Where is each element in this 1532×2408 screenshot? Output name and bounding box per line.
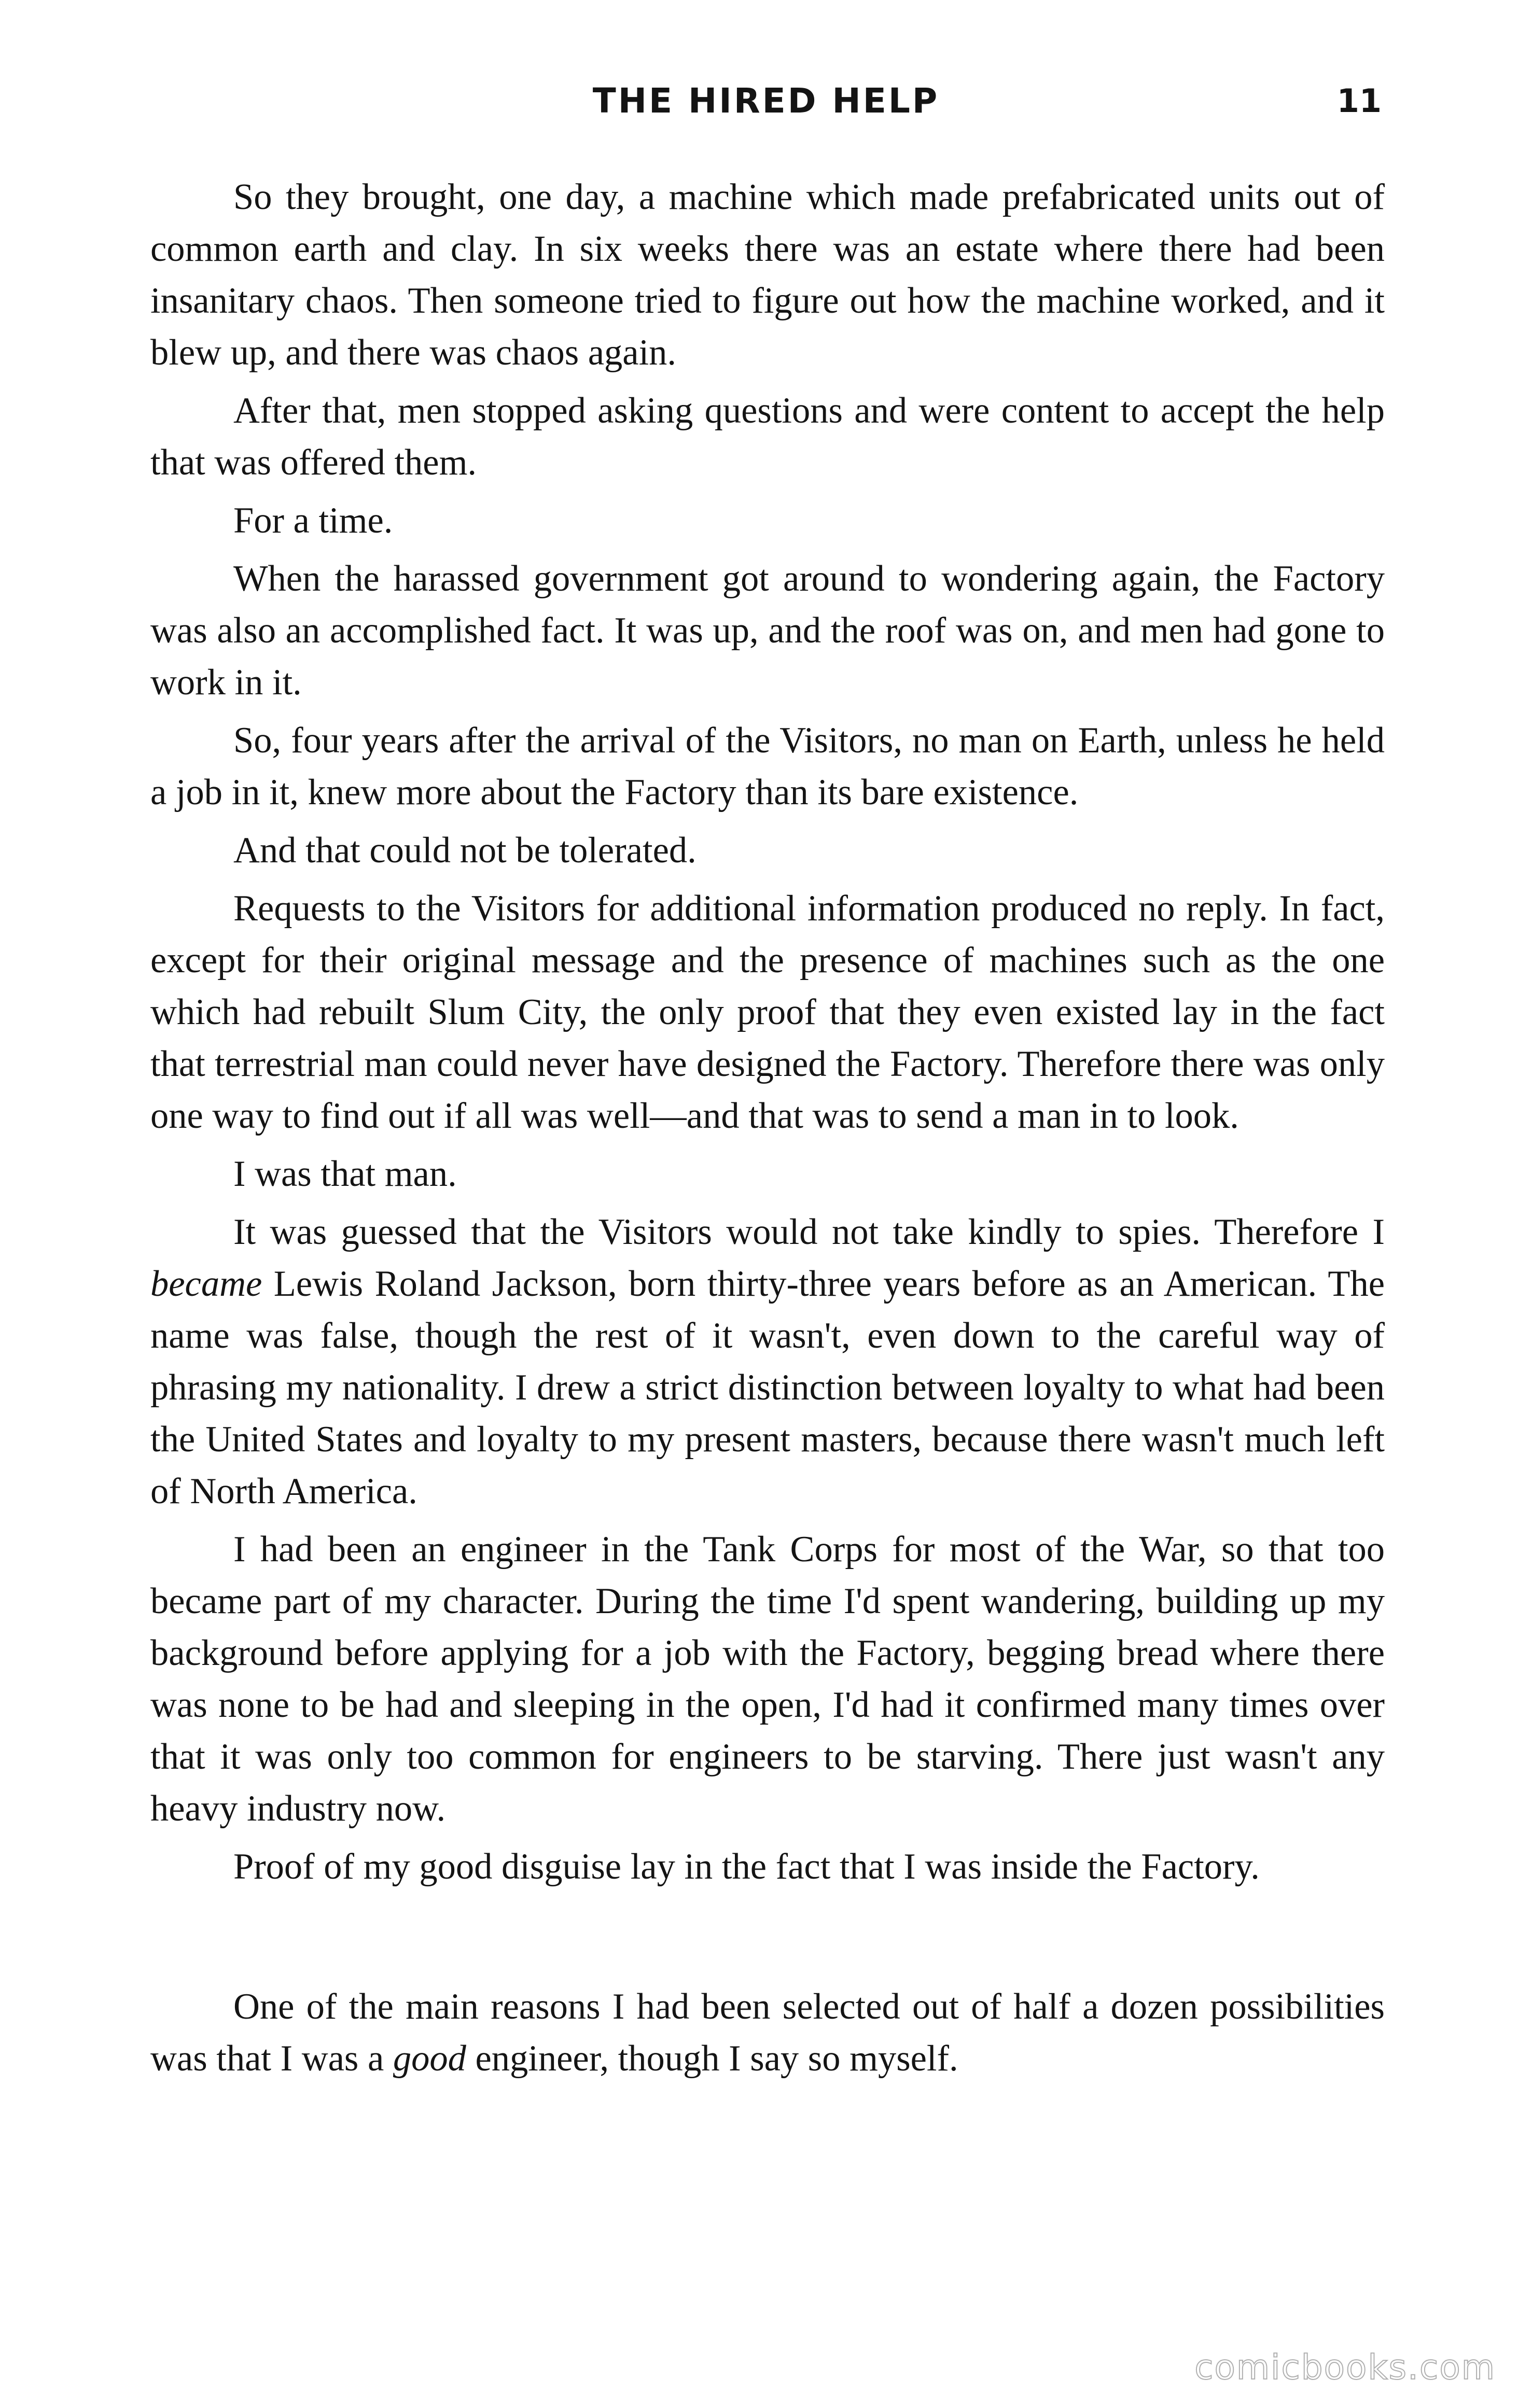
paragraph	[150, 1206, 1385, 1517]
text-segment: When the harassed government got around to wondering again, the Factory was also an accomplished fact. It was up, and the roof was on, and men had gone to work in it.	[150, 558, 1385, 703]
paragraph	[150, 1523, 1385, 1835]
text-segment: So, four years after the arrival of the Visitors, no man on Earth, unless he held a job in it, knew more about the Factory than its bare existence.	[150, 720, 1385, 813]
text-segment: I was that man.	[233, 1154, 457, 1194]
body-text	[150, 171, 1385, 2091]
text-segment: Requests to the Visitors for additional information produced no reply. In fact, except for their original message and the presence of machines such as the one which had rebuilt Slum City, the only proof that they even existed lay in the fact that terrestrial man could never have designed the Factory. Therefore there was only one way to find out if all was well—and that was to send a man in to look.	[150, 888, 1385, 1136]
paragraph	[150, 495, 1385, 547]
paragraph	[150, 385, 1385, 488]
running-title: THE HIRED HELP	[592, 81, 940, 121]
text-segment: For a time.	[233, 500, 393, 541]
watermark: comicbooks.com	[1194, 2347, 1496, 2387]
paragraph	[150, 171, 1385, 379]
paragraph	[150, 553, 1385, 708]
text-segment: engineer, though I say so myself.	[466, 2038, 958, 2079]
paragraph	[150, 1981, 1385, 2084]
paragraph	[150, 883, 1385, 1142]
running-head	[0, 78, 1532, 124]
text-segment: And that could not be tolerated.	[233, 830, 697, 871]
italic-text: good	[393, 2038, 466, 2079]
text-segment: Lewis Roland Jackson, born thirty-three years before as an American. The name was false, though the rest of it wasn't, even down to the careful way of phrasing my nationality. I drew a strict distinction between loyalty to what had been the United States and loyalty to my present masters, because there wasn't much left of North America.	[150, 1264, 1385, 1511]
text-segment: After that, men stopped asking questions and were content to accept the help that was offered them.	[150, 390, 1385, 483]
text-segment: Proof of my good disguise lay in the fact that I was inside the Factory.	[233, 1846, 1260, 1887]
page-number: 11	[1336, 82, 1382, 120]
italic-text: became	[150, 1264, 262, 1304]
paragraph	[150, 1841, 1385, 1893]
paragraph	[150, 824, 1385, 876]
paragraph	[150, 1148, 1385, 1200]
text-segment: I had been an engineer in the Tank Corps for most of the War, so that too became part of my character. During the time I'd spent wandering, building up my background before applying for a job with the Factory, begging bread where there was none to be had and sleeping in the open, I'd had it confirmed many times over that it was only too common for engineers to be starving. There just wasn't any heavy industry now.	[150, 1529, 1385, 1829]
paragraph	[150, 715, 1385, 818]
text-segment: It was guessed that the Visitors would not take kindly to spies. Therefore I	[233, 1212, 1385, 1252]
text-segment: One of the main reasons I had been selected out of half a dozen possibilities was that I was a	[150, 1986, 1385, 2079]
text-segment: So they brought, one day, a machine which made prefabricated units out of common earth and clay. In six weeks there was an estate where there had been insanitary chaos. Then someone tried to figure out how the machine worked, and it blew up, and there was chaos again.	[150, 177, 1385, 373]
